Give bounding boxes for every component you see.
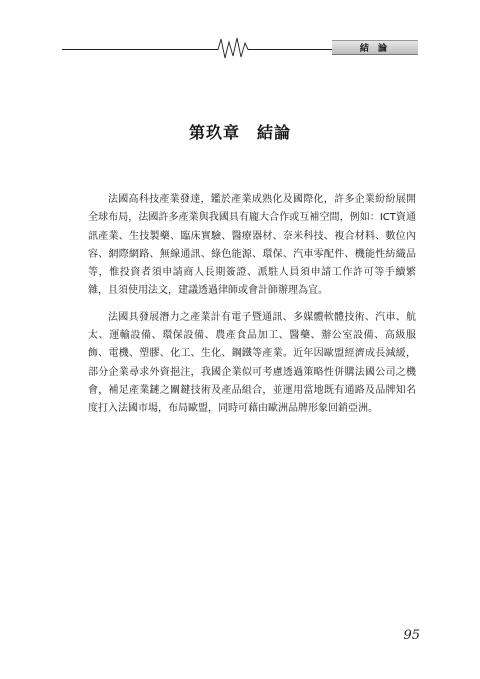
- page-number: 95: [403, 628, 420, 643]
- paragraph-1: 法國高科技產業發達，鑑於產業成熟化及國際化，許多企業紛紛展開全球布局，法國許多產業與我國具有龐大合作或互補空間，例如：ICT資通訊產業、生技製藥、臨床實驗、醫療器材、奈米科技、複合材料、數位內容、網際網路、無線通訊、綠色能源、環保、汽車零配件、機能性紡織品等，惟投資者須申請商人長期簽證、派駐人員須申請工作許可等手續繁雜，且須使用法文，建議透過律師或會計師辦理為宜。: [88, 194, 416, 297]
- paragraph-2: 法國具發展潛力之產業計有電子暨通訊、多媒體軟體技術、汽車、航太、運輸設備、環保設備、農產食品加工、醫藥、辦公室設備、高級服飾、電機、塑膠、化工、生化、鋼鐵等產業。近年因歐盟經濟成長減緩，部分企業尋求外資挹注，我國企業似可考慮透過策略性併購法國公司之機會，補足產業鏈之關鍵技術及產品組合，並運用當地既有通路及品牌知名度打入法國市場，布局歐盟，同時可藉由歐洲品牌形象回銷亞洲。: [88, 311, 416, 415]
- header-title: 結 論: [359, 44, 391, 54]
- running-header: [62, 34, 418, 60]
- chapter-title: 第玖章 結論: [188, 123, 291, 142]
- body-text: [88, 191, 416, 427]
- header-title-tab: [332, 40, 418, 55]
